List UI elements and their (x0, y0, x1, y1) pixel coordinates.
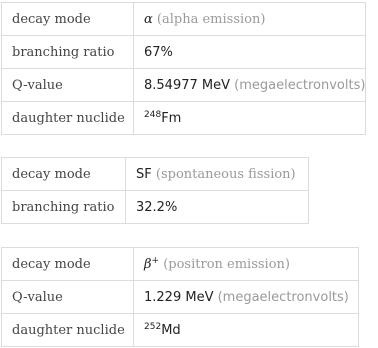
beta-symbol: β (144, 256, 152, 272)
element-symbol: Md (161, 322, 181, 338)
decay-table-positron (1, 247, 359, 347)
daughter-nuclide-value (134, 314, 359, 347)
row-label: branching ratio (2, 191, 126, 224)
q-value (134, 69, 366, 102)
row-label: branching ratio (2, 36, 134, 69)
table-row (2, 314, 359, 347)
decay-table-alpha (1, 2, 366, 135)
decay-symbol (144, 257, 159, 272)
daughter-nuclide-value (134, 102, 366, 135)
row-label: Q-value (2, 281, 134, 314)
row-label: Q-value (2, 69, 134, 102)
decay-table-fission (1, 157, 309, 224)
decay-mode-note: (alpha emission) (156, 11, 266, 27)
mass-number: 252 (144, 321, 162, 332)
row-label: daughter nuclide (2, 102, 134, 135)
decay-symbol: α (144, 11, 153, 27)
table-row (2, 191, 309, 224)
decay-mode-value (126, 158, 309, 191)
row-label: daughter nuclide (2, 314, 134, 347)
q-value-note: (megaelectronvolts) (234, 77, 366, 93)
row-label: decay mode (2, 158, 126, 191)
decay-symbol: SF (136, 166, 152, 182)
decay-mode-value (134, 3, 366, 36)
row-label: decay mode (2, 248, 134, 281)
table-row (2, 3, 366, 36)
branching-ratio-value: 32.2% (126, 191, 309, 224)
mass-number: 248 (144, 109, 162, 120)
branching-ratio-value: 67% (134, 36, 366, 69)
q-value-number: 1.229 (144, 289, 182, 305)
decay-charge: + (151, 255, 160, 266)
table-row (2, 36, 366, 69)
table-row (2, 102, 366, 135)
table-row (2, 69, 366, 102)
q-value-unit: MeV (185, 289, 214, 305)
decay-mode-note: (positron emission) (163, 256, 290, 272)
decay-mode-value (134, 248, 359, 281)
q-value-note: (megaelectronvolts) (217, 289, 349, 305)
row-label: decay mode (2, 3, 134, 36)
q-value-number: 8.54977 (144, 77, 198, 93)
q-value-unit: MeV (201, 77, 231, 93)
table-row (2, 158, 309, 191)
table-row (2, 281, 359, 314)
element-symbol: Fm (161, 110, 182, 126)
q-value (134, 281, 359, 314)
table-row (2, 248, 359, 281)
decay-mode-note: (spontaneous fission) (155, 166, 296, 182)
